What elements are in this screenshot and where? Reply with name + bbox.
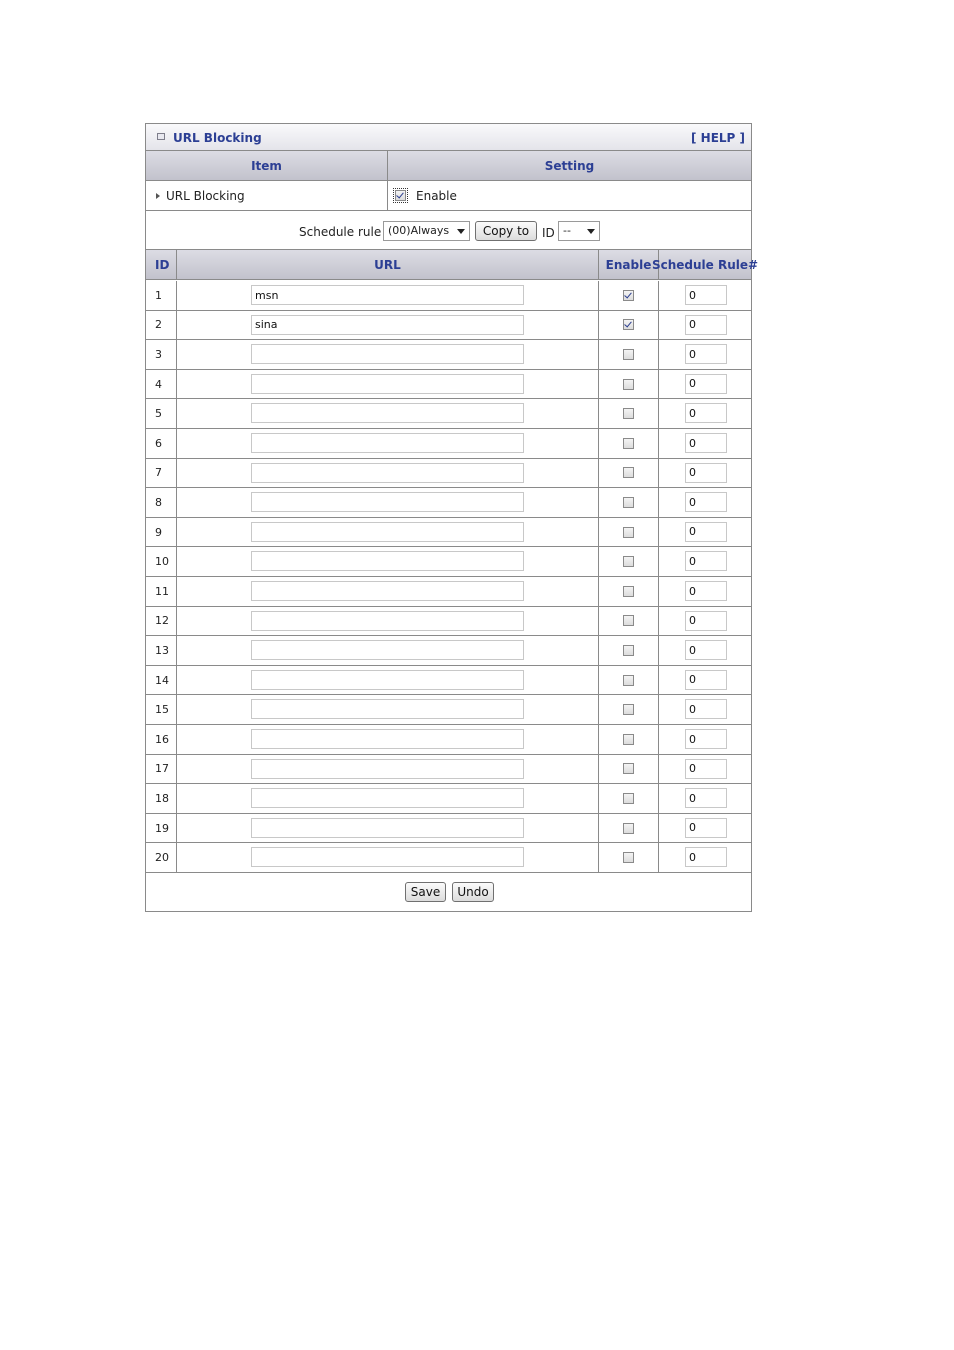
url-input[interactable] [251,492,524,512]
row-url-cell [177,399,599,428]
row-id: 14 [146,666,177,695]
row-schedule-cell [659,695,751,724]
url-blocking-enable-focus [393,188,408,203]
url-input[interactable] [251,374,524,394]
row-id: 5 [146,399,177,428]
copy-id-value: -- [563,224,571,237]
setting-column-header: Setting [544,158,595,173]
table-row [146,607,751,637]
row-enable-checkbox[interactable] [623,467,634,478]
url-blocking-item-cell [146,181,388,210]
row-schedule-cell [659,429,751,458]
table-row [146,695,751,725]
url-input[interactable] [251,729,524,749]
row-enable-cell [599,370,659,399]
row-url-cell [177,370,599,399]
row-enable-cell [599,577,659,606]
row-schedule-cell [659,488,751,517]
row-id: 8 [146,488,177,517]
row-id: 4 [146,370,177,399]
row-enable-checkbox[interactable] [623,556,634,567]
url-input[interactable] [251,640,524,660]
schedule-rule-input[interactable] [685,699,727,719]
schedule-rule-input[interactable] [685,463,727,483]
panel-title: URL Blocking [173,131,262,145]
url-input[interactable] [251,818,524,838]
row-enable-checkbox[interactable] [623,645,634,656]
row-schedule-cell [659,784,751,813]
url-input[interactable] [251,403,524,423]
row-enable-checkbox[interactable] [623,793,634,804]
schedule-rule-input[interactable] [685,403,727,423]
schedule-rule-select[interactable] [383,221,470,241]
row-enable-cell [599,429,659,458]
copy-to-button[interactable]: Copy to [475,221,537,241]
row-schedule-cell [659,518,751,547]
row-schedule-cell [659,281,751,310]
row-enable-cell [599,459,659,488]
row-enable-cell [599,695,659,724]
url-input[interactable] [251,463,524,483]
item-setting-header [146,151,751,181]
row-enable-checkbox[interactable] [623,438,634,449]
chevron-down-icon [457,229,465,234]
row-schedule-cell [659,725,751,754]
url-blocking-enable-checkbox[interactable] [395,190,406,201]
schedule-rule-row [146,211,751,250]
url-blocking-panel [145,123,759,912]
url-input[interactable] [251,788,524,808]
help-link[interactable]: [ HELP ] [690,131,745,145]
copy-id-label: ID [542,226,555,240]
row-schedule-cell [659,666,751,695]
schedule-rule-input[interactable] [685,788,727,808]
row-url-cell [177,725,599,754]
schedule-rule-input[interactable] [685,729,727,749]
row-enable-cell [599,547,659,576]
row-schedule-cell [659,814,751,843]
row-enable-checkbox[interactable] [623,290,634,301]
row-schedule-cell [659,370,751,399]
row-enable-cell [599,666,659,695]
row-schedule-cell [659,843,751,872]
url-input[interactable] [251,433,524,453]
table-row [146,370,751,400]
url-input[interactable] [251,699,524,719]
row-url-cell [177,311,599,340]
row-enable-cell [599,311,659,340]
id-column-header: ID [146,250,177,279]
row-id: 10 [146,547,177,576]
table-row [146,311,751,341]
table-row [146,488,751,518]
panel-title-bar [146,124,751,151]
row-url-cell [177,784,599,813]
schedule-rule-input[interactable] [685,344,727,364]
url-input[interactable] [251,315,524,335]
row-url-cell [177,843,599,872]
row-id: 6 [146,429,177,458]
triangle-right-icon [156,193,160,199]
schedule-rule-input[interactable] [685,759,727,779]
row-schedule-cell [659,399,751,428]
table-row [146,636,751,666]
row-enable-cell [599,340,659,369]
row-id: 19 [146,814,177,843]
table-row [146,459,751,489]
url-input[interactable] [251,344,524,364]
row-id: 13 [146,636,177,665]
schedule-rule-input[interactable] [685,847,727,867]
schedule-rule-value: (00)Always [388,224,450,237]
url-column-header: URL [177,250,599,279]
schedule-rule-input[interactable] [685,551,727,571]
table-row [146,340,751,370]
row-url-cell [177,340,599,369]
table-row [146,547,751,577]
row-schedule-cell [659,755,751,784]
row-enable-checkbox[interactable] [623,408,634,419]
row-id: 7 [146,459,177,488]
schedule-rule-input[interactable] [685,581,727,601]
row-enable-checkbox[interactable] [623,586,634,597]
row-id: 1 [146,281,177,310]
row-schedule-cell [659,547,751,576]
row-enable-cell [599,636,659,665]
row-id: 16 [146,725,177,754]
table-row [146,755,751,785]
row-schedule-cell [659,311,751,340]
url-table-header [146,250,759,280]
url-input[interactable] [251,670,524,690]
row-url-cell [177,814,599,843]
row-enable-checkbox[interactable] [623,763,634,774]
url-input[interactable] [251,611,524,631]
row-url-cell [177,755,599,784]
table-row [146,429,751,459]
copy-id-select[interactable] [558,221,600,241]
row-id: 18 [146,784,177,813]
row-url-cell [177,281,599,310]
row-url-cell [177,577,599,606]
row-url-cell [177,636,599,665]
row-enable-checkbox[interactable] [623,823,634,834]
table-row [146,784,751,814]
save-button[interactable]: Save [405,882,446,902]
form-footer [146,873,751,911]
row-enable-cell [599,607,659,636]
row-enable-cell [599,281,659,310]
row-url-cell [177,547,599,576]
row-enable-cell [599,399,659,428]
row-id: 2 [146,311,177,340]
row-enable-checkbox[interactable] [623,319,634,330]
row-id: 17 [146,755,177,784]
row-url-cell [177,666,599,695]
schedule-rule-input[interactable] [685,611,727,631]
row-schedule-cell [659,636,751,665]
row-id: 12 [146,607,177,636]
row-enable-checkbox[interactable] [623,379,634,390]
table-row [146,518,751,548]
row-id: 3 [146,340,177,369]
row-schedule-cell [659,607,751,636]
url-input[interactable] [251,847,524,867]
url-blocking-setting-cell [388,181,751,210]
url-input[interactable] [251,522,524,542]
schedule-rule-input[interactable] [685,285,727,305]
row-url-cell [177,607,599,636]
table-row [146,725,751,755]
url-blocking-row [146,181,751,211]
schedule-column-header: Schedule Rule# [651,257,759,272]
item-column-header: Item [146,151,388,180]
row-enable-checkbox[interactable] [623,497,634,508]
row-enable-cell [599,725,659,754]
url-blocking-enable-label: Enable [416,189,457,203]
row-enable-cell [599,784,659,813]
schedule-rule-input[interactable] [685,818,727,838]
url-blocking-label: URL Blocking [166,189,245,203]
row-url-cell [177,488,599,517]
schedule-rule-input[interactable] [685,640,727,660]
row-enable-checkbox[interactable] [623,527,634,538]
table-row [146,843,751,873]
row-enable-checkbox[interactable] [623,852,634,863]
row-enable-checkbox[interactable] [623,734,634,745]
url-input[interactable] [251,759,524,779]
row-enable-cell [599,843,659,872]
schedule-rule-input[interactable] [685,492,727,512]
row-enable-cell [599,755,659,784]
row-url-cell [177,518,599,547]
enable-column-header: Enable [599,250,659,279]
schedule-rule-input[interactable] [685,433,727,453]
row-enable-cell [599,488,659,517]
row-enable-checkbox[interactable] [623,675,634,686]
schedule-rule-input[interactable] [685,670,727,690]
undo-button[interactable]: Undo [452,882,494,902]
row-id: 9 [146,518,177,547]
schedule-rule-label: Schedule rule [299,225,382,239]
row-url-cell [177,429,599,458]
row-id: 15 [146,695,177,724]
row-enable-cell [599,518,659,547]
schedule-rule-input[interactable] [685,374,727,394]
row-url-cell [177,695,599,724]
row-enable-checkbox[interactable] [623,349,634,360]
row-schedule-cell [659,577,751,606]
schedule-rule-input[interactable] [685,315,727,335]
table-row [146,814,751,844]
table-row [146,281,751,311]
chevron-down-icon [587,229,595,234]
table-row [146,666,751,696]
table-row [146,399,751,429]
url-input[interactable] [251,551,524,571]
url-input[interactable] [251,581,524,601]
table-row [146,577,751,607]
row-enable-checkbox[interactable] [623,615,634,626]
row-enable-checkbox[interactable] [623,704,634,715]
row-schedule-cell [659,459,751,488]
schedule-rule-input[interactable] [685,522,727,542]
row-enable-cell [599,814,659,843]
url-input[interactable] [251,285,524,305]
row-url-cell [177,459,599,488]
row-id: 20 [146,843,177,872]
row-schedule-cell [659,340,751,369]
row-id: 11 [146,577,177,606]
panel-window-icon [157,133,165,140]
